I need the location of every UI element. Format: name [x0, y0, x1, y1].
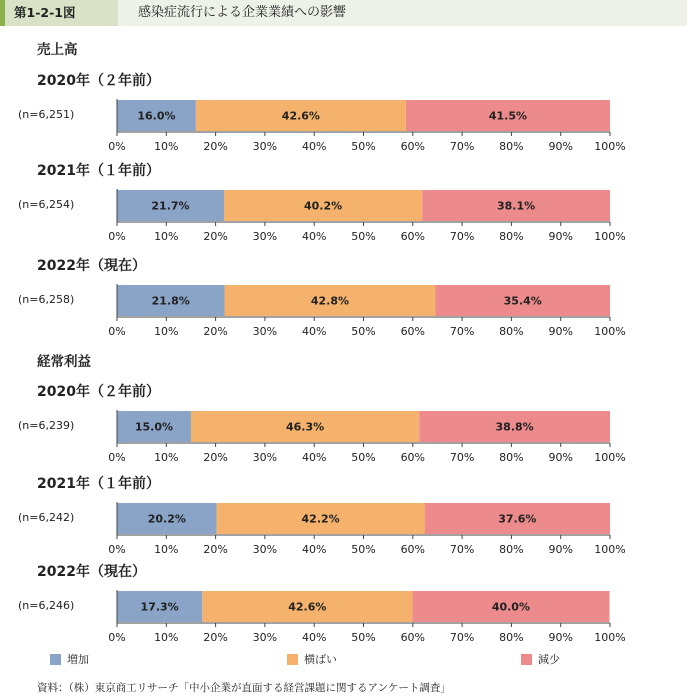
x-tick-label: 50% [351, 631, 376, 644]
sample-size-label: (n=6,246) [18, 599, 75, 612]
x-tick-label: 40% [301, 631, 327, 644]
sample-size-label: (n=6,251) [18, 108, 75, 121]
x-tick-label: 30% [252, 230, 278, 243]
data-label: 37.6% [498, 512, 537, 526]
x-tick-label: 60% [400, 325, 426, 338]
x-tick-label: 70% [449, 325, 475, 338]
data-label: 42.8% [310, 294, 350, 308]
x-tick-label: 0% [108, 631, 126, 644]
x-tick-label: 100% [594, 451, 626, 464]
sample-size-label: (n=6,242) [18, 511, 75, 524]
x-tick-label: 0% [108, 230, 126, 243]
x-tick-label: 20% [203, 451, 228, 464]
x-tick-label: 100% [594, 543, 626, 556]
x-tick-label: 90% [548, 140, 573, 153]
year-heading: 2020年（２年前） [37, 73, 160, 89]
x-tick-label: 10% [154, 543, 179, 556]
x-tick-label: 70% [449, 230, 475, 243]
data-label: 15.0% [134, 420, 174, 434]
x-tick-label: 10% [154, 451, 179, 464]
x-tick-label: 80% [499, 140, 524, 153]
x-tick-label: 100% [594, 230, 626, 243]
data-label: 42.2% [301, 512, 340, 526]
legend-item [287, 651, 337, 667]
data-label: 38.8% [495, 420, 534, 434]
x-tick-label: 100% [594, 631, 626, 644]
x-tick-label: 50% [351, 543, 376, 556]
x-tick-label: 70% [449, 631, 475, 644]
sample-size-label: (n=6,254) [18, 198, 75, 211]
figure-number: 第1-2-1図 [0, 0, 118, 26]
data-label: 38.1% [496, 199, 536, 213]
x-tick-label: 0% [108, 325, 126, 338]
legend-swatch [50, 654, 61, 665]
x-tick-label: 20% [203, 631, 228, 644]
x-tick-label: 20% [203, 230, 228, 243]
x-tick-label: 10% [154, 325, 179, 338]
x-tick-label: 40% [301, 543, 327, 556]
data-label: 16.0% [137, 109, 176, 123]
x-tick-label: 100% [594, 140, 626, 153]
x-tick-label: 50% [351, 140, 376, 153]
x-tick-label: 20% [203, 325, 228, 338]
x-tick-label: 80% [499, 230, 524, 243]
x-tick-label: 90% [548, 631, 573, 644]
data-label: 40.2% [303, 199, 343, 213]
x-tick-label: 50% [351, 451, 376, 464]
x-tick-label: 70% [449, 543, 475, 556]
data-label: 35.4% [503, 294, 542, 308]
data-label: 20.2% [147, 512, 186, 526]
x-tick-label: 90% [548, 230, 573, 243]
x-tick-label: 90% [548, 325, 573, 338]
x-tick-label: 60% [400, 543, 426, 556]
legend-item [521, 651, 560, 667]
year-heading: 2021年（１年前） [37, 163, 160, 179]
data-label: 17.3% [140, 600, 179, 614]
x-tick-label: 30% [252, 543, 278, 556]
data-label: 42.6% [288, 600, 327, 614]
legend-swatch [287, 654, 298, 665]
x-tick-label: 90% [548, 543, 573, 556]
x-tick-label: 50% [351, 230, 376, 243]
x-tick-label: 30% [252, 451, 278, 464]
x-tick-label: 70% [449, 451, 475, 464]
x-tick-label: 80% [499, 451, 524, 464]
x-tick-label: 70% [449, 140, 475, 153]
x-tick-label: 20% [203, 543, 228, 556]
year-heading: 2021年（１年前） [37, 476, 160, 492]
data-label: 21.8% [151, 294, 190, 308]
legend-swatch [521, 654, 532, 665]
year-heading: 2022年（現在） [37, 258, 146, 274]
x-tick-label: 40% [301, 451, 327, 464]
x-tick-label: 80% [499, 543, 524, 556]
legend-label: 増加 [67, 653, 89, 666]
data-label: 21.7% [151, 199, 190, 213]
x-tick-label: 30% [252, 631, 278, 644]
x-tick-label: 10% [154, 230, 179, 243]
legend-label: 横ばい [304, 653, 337, 666]
x-tick-label: 0% [108, 543, 126, 556]
x-tick-label: 60% [400, 230, 426, 243]
data-label: 41.5% [488, 109, 528, 123]
data-label: 42.6% [281, 109, 320, 123]
x-tick-label: 40% [301, 140, 327, 153]
x-tick-label: 0% [108, 140, 126, 153]
legend-label: 減少 [538, 653, 560, 666]
x-tick-label: 80% [499, 631, 524, 644]
x-tick-label: 80% [499, 325, 524, 338]
x-tick-label: 40% [301, 230, 327, 243]
figure-title: 感染症流行による企業業績への影響 [138, 5, 347, 20]
x-tick-label: 30% [252, 140, 278, 153]
year-heading: 2020年（２年前） [37, 384, 160, 400]
source-note: 資料：（株）東京商工リサーチ「中小企業が直面する経営課題に関するアンケート調査」 [37, 682, 451, 694]
sample-size-label: (n=6,239) [18, 419, 75, 432]
metric-title: 売上高 [37, 42, 78, 58]
year-heading: 2022年（現在） [37, 564, 146, 580]
data-label: 46.3% [285, 420, 325, 434]
x-tick-label: 50% [351, 325, 376, 338]
x-tick-label: 0% [108, 451, 126, 464]
x-tick-label: 10% [154, 140, 179, 153]
x-tick-label: 30% [252, 325, 278, 338]
x-tick-label: 60% [400, 451, 426, 464]
metric-title: 経常利益 [37, 354, 91, 370]
x-tick-label: 90% [548, 451, 573, 464]
x-tick-label: 60% [400, 631, 426, 644]
x-tick-label: 60% [400, 140, 426, 153]
data-label: 40.0% [491, 600, 530, 614]
x-tick-label: 100% [594, 325, 626, 338]
x-tick-label: 20% [203, 140, 228, 153]
x-tick-label: 10% [154, 631, 179, 644]
x-tick-label: 40% [301, 325, 327, 338]
legend-item [50, 651, 89, 667]
sample-size-label: (n=6,258) [18, 293, 75, 306]
